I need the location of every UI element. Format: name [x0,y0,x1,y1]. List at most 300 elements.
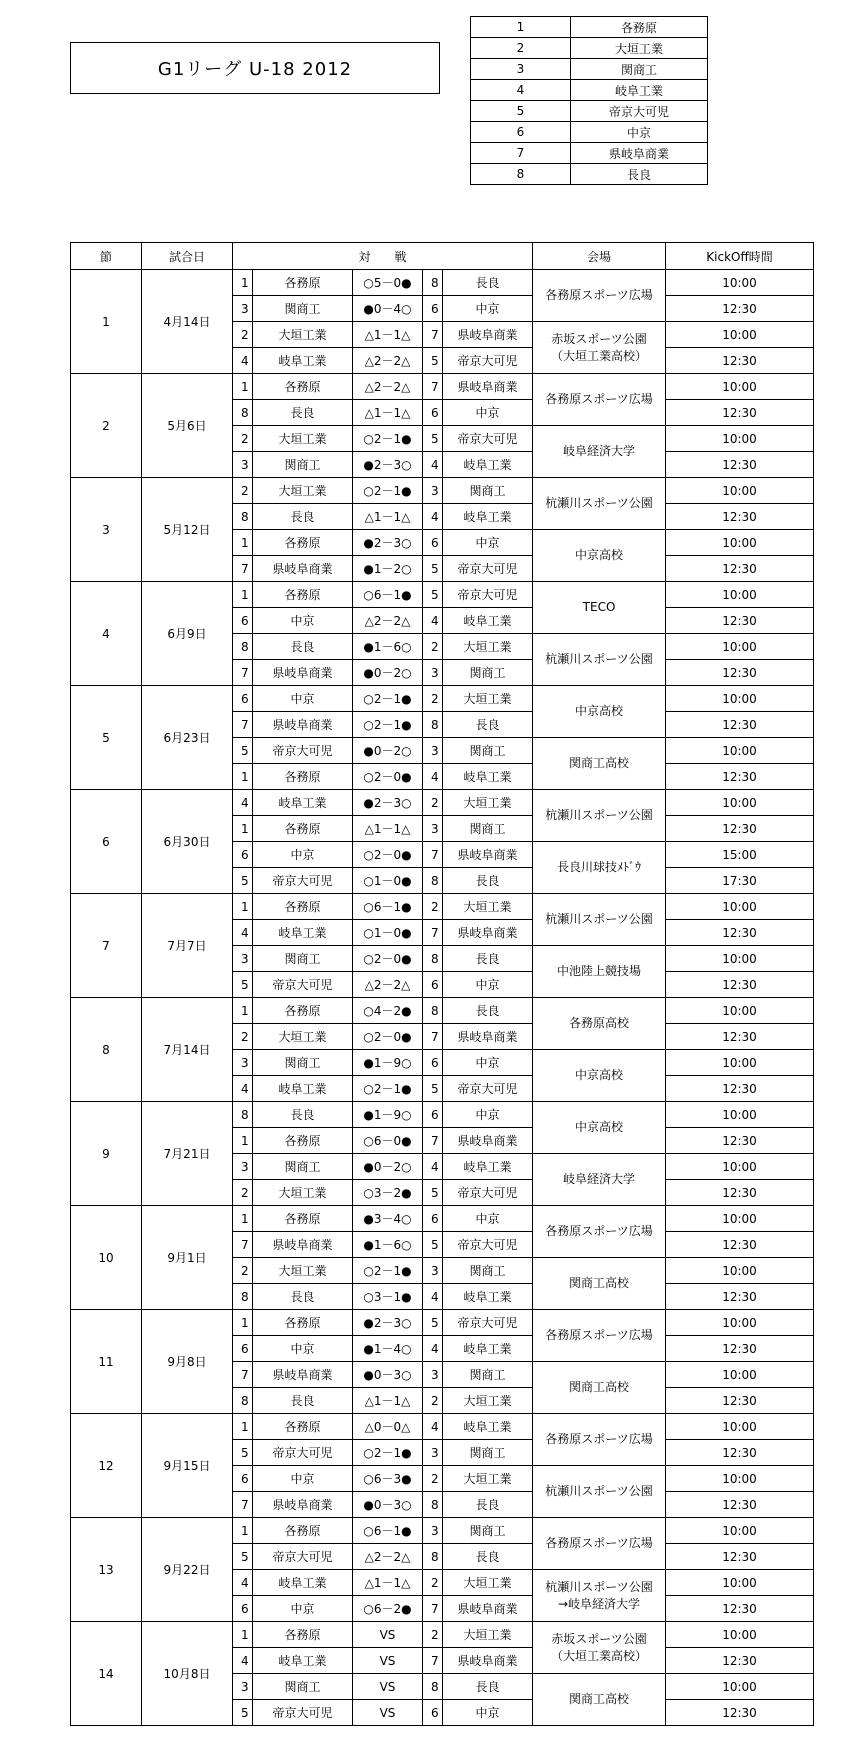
home-team-name: 県岐阜商業 [253,1362,353,1388]
kickoff-time: 10:00 [666,322,814,348]
away-team-name: 関商工 [443,1362,533,1388]
kickoff-time: 12:30 [666,816,814,842]
match-score: △1－1△ [353,1388,423,1414]
match-date: 4月14日 [142,270,233,374]
header-date: 試合日 [142,243,233,270]
kickoff-time: 10:00 [666,790,814,816]
match-score: ○1－0● [353,920,423,946]
home-team-name: 各務原 [253,1414,353,1440]
away-team-name: 関商工 [443,660,533,686]
away-team-name: 県岐阜商業 [443,1648,533,1674]
team-name: 帝京大可児 [571,101,708,122]
match-date: 9月8日 [142,1310,233,1414]
home-team-name: 中京 [253,686,353,712]
venue-line: （大垣工業高校） [551,348,648,363]
home-team-name: 大垣工業 [253,478,353,504]
kickoff-time: 15:00 [666,842,814,868]
away-team-number: 4 [423,504,443,530]
home-team-number: 1 [233,1622,253,1648]
home-team-name: 帝京大可児 [253,972,353,998]
venue-line: 杭瀬川スポーツ公園 [545,912,653,926]
away-team-name: 大垣工業 [443,790,533,816]
home-team-name: 長良 [253,1102,353,1128]
match-row [71,998,814,1024]
header-venue: 会場 [533,243,666,270]
match-score: △1－1△ [353,1570,423,1596]
kickoff-time: 12:30 [666,1024,814,1050]
home-team-number: 5 [233,1440,253,1466]
team-number-table [470,16,708,185]
home-team-number: 1 [233,1414,253,1440]
team-name: 岐阜工業 [571,80,708,101]
home-team-name: 大垣工業 [253,322,353,348]
match-score: △1－1△ [353,322,423,348]
away-team-name: 大垣工業 [443,1622,533,1648]
away-team-name: 岐阜工業 [443,1414,533,1440]
home-team-name: 岐阜工業 [253,1648,353,1674]
match-score: ●0－2○ [353,660,423,686]
team-number: 7 [471,143,571,164]
kickoff-time: 12:30 [666,1284,814,1310]
home-team-number: 5 [233,868,253,894]
match-score: ●2－3○ [353,1310,423,1336]
team-name: 大垣工業 [571,38,708,59]
team-number-table-body [471,17,708,185]
away-team-number: 5 [423,1310,443,1336]
kickoff-time: 12:30 [666,712,814,738]
away-team-number: 8 [423,270,443,296]
home-team-number: 6 [233,686,253,712]
venue [533,1154,666,1206]
home-team-number: 7 [233,1232,253,1258]
away-team-number: 8 [423,1544,443,1570]
home-team-number: 2 [233,426,253,452]
home-team-name: 大垣工業 [253,1024,353,1050]
kickoff-time: 10:00 [666,1206,814,1232]
match-score: ○2－1● [353,686,423,712]
match-row [71,1102,814,1128]
match-score: ○2－0● [353,1024,423,1050]
home-team-number: 7 [233,1492,253,1518]
match-score: ●1－6○ [353,634,423,660]
home-team-name: 帝京大可児 [253,1440,353,1466]
home-team-number: 8 [233,504,253,530]
kickoff-time: 10:00 [666,1518,814,1544]
home-team-name: 県岐阜商業 [253,660,353,686]
match-score: ○5－0● [353,270,423,296]
home-team-name: 関商工 [253,296,353,322]
venue [533,1362,666,1414]
away-team-number: 2 [423,634,443,660]
venue-line: 杭瀬川スポーツ公園 [545,1579,653,1594]
away-team-name: 大垣工業 [443,1570,533,1596]
away-team-number: 3 [423,478,443,504]
home-team-number: 5 [233,1544,253,1570]
home-team-number: 6 [233,842,253,868]
venue [533,842,666,894]
away-team-name: 県岐阜商業 [443,920,533,946]
kickoff-time: 12:30 [666,920,814,946]
home-team-number: 6 [233,1336,253,1362]
team-number: 3 [471,59,571,80]
away-team-number: 3 [423,1258,443,1284]
home-team-number: 1 [233,764,253,790]
away-team-number: 5 [423,582,443,608]
venue-line: 杭瀬川スポーツ公園 [545,652,653,666]
team-number: 1 [471,17,571,38]
away-team-name: 岐阜工業 [443,608,533,634]
venue [533,478,666,530]
team-number: 2 [471,38,571,59]
home-team-number: 5 [233,972,253,998]
home-team-name: 岐阜工業 [253,920,353,946]
away-team-name: 岐阜工業 [443,1336,533,1362]
away-team-name: 大垣工業 [443,1466,533,1492]
venue-line: 関商工高校 [569,1380,630,1394]
venue [533,530,666,582]
kickoff-time: 10:00 [666,1414,814,1440]
venue [533,894,666,946]
match-score: ●0－4○ [353,296,423,322]
away-team-number: 3 [423,660,443,686]
round-number: 4 [71,582,142,686]
home-team-name: 帝京大可児 [253,1544,353,1570]
away-team-name: 岐阜工業 [443,1284,533,1310]
home-team-number: 2 [233,322,253,348]
round-number: 5 [71,686,142,790]
header-setsu: 節 [71,243,142,270]
away-team-number: 5 [423,556,443,582]
away-team-name: 県岐阜商業 [443,322,533,348]
schedule-table-body [71,270,814,1726]
home-team-number: 2 [233,478,253,504]
kickoff-time: 10:00 [666,1050,814,1076]
home-team-number: 1 [233,582,253,608]
match-score: ●3－4○ [353,1206,423,1232]
away-team-number: 8 [423,868,443,894]
venue [533,322,666,374]
team-number: 6 [471,122,571,143]
away-team-name: 長良 [443,868,533,894]
venue [533,1518,666,1570]
kickoff-time: 10:00 [666,374,814,400]
away-team-number: 4 [423,608,443,634]
schedule-table [70,242,814,1726]
match-date: 6月9日 [142,582,233,686]
away-team-number: 6 [423,1050,443,1076]
away-team-number: 7 [423,374,443,400]
away-team-number: 6 [423,296,443,322]
home-team-name: 岐阜工業 [253,1076,353,1102]
kickoff-time: 10:00 [666,1466,814,1492]
round-number: 13 [71,1518,142,1622]
home-team-number: 7 [233,712,253,738]
match-row [71,1622,814,1648]
home-team-name: 長良 [253,1284,353,1310]
venue [533,1466,666,1518]
venue-line: 各務原スポーツ広場 [545,1328,653,1342]
venue [533,738,666,790]
home-team-name: 各務原 [253,1310,353,1336]
home-team-name: 大垣工業 [253,1258,353,1284]
venue-line: TECO [582,600,616,614]
match-score: ●1－6○ [353,1232,423,1258]
team-row [471,80,708,101]
away-team-name: 関商工 [443,1518,533,1544]
match-score: ●1－9○ [353,1050,423,1076]
home-team-name: 県岐阜商業 [253,1492,353,1518]
kickoff-time: 10:00 [666,634,814,660]
venue-line: 各務原スポーツ広場 [545,1224,653,1238]
away-team-name: 中京 [443,1050,533,1076]
home-team-name: 中京 [253,1336,353,1362]
venue [533,1206,666,1258]
match-date: 9月1日 [142,1206,233,1310]
home-team-name: 岐阜工業 [253,348,353,374]
match-score: ○6－0● [353,1128,423,1154]
kickoff-time: 10:00 [666,1258,814,1284]
kickoff-time: 12:30 [666,1492,814,1518]
away-team-name: 帝京大可児 [443,426,533,452]
page-title: G1リーグ U-18 2012 [70,42,440,94]
team-name: 各務原 [571,17,708,38]
away-team-name: 中京 [443,296,533,322]
away-team-name: 岐阜工業 [443,504,533,530]
away-team-number: 8 [423,946,443,972]
match-score: ○3－1● [353,1284,423,1310]
match-score: ○2－1● [353,1258,423,1284]
away-team-number: 3 [423,1440,443,1466]
round-number: 14 [71,1622,142,1726]
kickoff-time: 12:30 [666,504,814,530]
away-team-name: 関商工 [443,1440,533,1466]
away-team-name: 県岐阜商業 [443,842,533,868]
away-team-number: 7 [423,842,443,868]
match-row [71,686,814,712]
kickoff-time: 12:30 [666,660,814,686]
kickoff-time: 12:30 [666,608,814,634]
home-team-name: 岐阜工業 [253,1570,353,1596]
match-row [71,894,814,920]
venue [533,634,666,686]
home-team-number: 1 [233,1518,253,1544]
match-row [71,1518,814,1544]
venue [533,1674,666,1726]
home-team-name: 各務原 [253,374,353,400]
venue-line: 中池陸上競技場 [557,964,642,978]
away-team-name: 長良 [443,946,533,972]
match-score: ○4－2● [353,998,423,1024]
home-team-name: 関商工 [253,1154,353,1180]
home-team-number: 4 [233,1076,253,1102]
match-score: ○6－2● [353,1596,423,1622]
home-team-number: 6 [233,608,253,634]
home-team-name: 各務原 [253,998,353,1024]
kickoff-time: 10:00 [666,530,814,556]
home-team-number: 7 [233,556,253,582]
kickoff-time: 10:00 [666,1102,814,1128]
away-team-name: 帝京大可児 [443,1180,533,1206]
away-team-name: 帝京大可児 [443,1310,533,1336]
venue [533,686,666,738]
away-team-number: 4 [423,1336,443,1362]
home-team-name: 長良 [253,400,353,426]
match-score: △1－1△ [353,816,423,842]
home-team-name: 各務原 [253,816,353,842]
home-team-number: 1 [233,1128,253,1154]
away-team-number: 4 [423,1414,443,1440]
away-team-number: 6 [423,1700,443,1726]
away-team-number: 6 [423,530,443,556]
kickoff-time: 12:30 [666,1388,814,1414]
kickoff-time: 10:00 [666,1362,814,1388]
match-score: ●2－3○ [353,790,423,816]
match-score: ○6－1● [353,894,423,920]
away-team-number: 8 [423,998,443,1024]
round-number: 10 [71,1206,142,1310]
venue-line: 中京高校 [575,704,624,718]
match-score: ○6－1● [353,582,423,608]
venue-line: 各務原スポーツ広場 [545,1536,653,1550]
venue [533,374,666,426]
team-name: 中京 [571,122,708,143]
away-team-number: 3 [423,816,443,842]
kickoff-time: 10:00 [666,1622,814,1648]
kickoff-time: 10:00 [666,738,814,764]
match-date: 5月12日 [142,478,233,582]
away-team-name: 長良 [443,1674,533,1700]
kickoff-time: 12:30 [666,1544,814,1570]
match-score: VS [353,1700,423,1726]
venue [533,1310,666,1362]
home-team-number: 1 [233,1310,253,1336]
match-score: ○1－0● [353,868,423,894]
team-row [471,164,708,185]
home-team-name: 各務原 [253,1518,353,1544]
away-team-number: 3 [423,1518,443,1544]
match-date: 7月21日 [142,1102,233,1206]
match-score: △0－0△ [353,1414,423,1440]
home-team-number: 2 [233,1024,253,1050]
away-team-name: 中京 [443,530,533,556]
away-team-name: 中京 [443,1206,533,1232]
match-date: 6月23日 [142,686,233,790]
venue-line: 杭瀬川スポーツ公園 [545,1484,653,1498]
away-team-number: 7 [423,322,443,348]
venue-line: 各務原高校 [569,1016,630,1030]
away-team-name: 中京 [443,1102,533,1128]
kickoff-time: 12:30 [666,1440,814,1466]
team-name: 県岐阜商業 [571,143,708,164]
venue-line: 関商工高校 [569,1276,630,1290]
home-team-number: 4 [233,920,253,946]
round-number: 3 [71,478,142,582]
away-team-number: 2 [423,1388,443,1414]
away-team-number: 5 [423,1180,443,1206]
venue-line: 各務原スポーツ広場 [545,288,653,302]
away-team-name: 岐阜工業 [443,452,533,478]
home-team-number: 4 [233,790,253,816]
away-team-number: 7 [423,1648,443,1674]
match-date: 9月22日 [142,1518,233,1622]
venue [533,582,666,634]
kickoff-time: 12:30 [666,556,814,582]
away-team-number: 8 [423,1674,443,1700]
team-row [471,38,708,59]
home-team-name: 県岐阜商業 [253,556,353,582]
kickoff-time: 10:00 [666,1154,814,1180]
away-team-name: 帝京大可児 [443,582,533,608]
schedule-header-row [71,243,814,270]
home-team-number: 1 [233,816,253,842]
venue [533,426,666,478]
venue-line: 関商工高校 [569,756,630,770]
team-name: 長良 [571,164,708,185]
kickoff-time: 12:30 [666,1128,814,1154]
venue [533,270,666,322]
away-team-name: 中京 [443,400,533,426]
home-team-name: 大垣工業 [253,426,353,452]
match-score: △2－2△ [353,374,423,400]
match-score: ○2－1● [353,1076,423,1102]
match-date: 10月8日 [142,1622,233,1726]
match-date: 6月30日 [142,790,233,894]
home-team-name: 関商工 [253,1050,353,1076]
venue-line: 長良川球技ﾒﾄﾞｳ [557,860,642,874]
home-team-number: 3 [233,452,253,478]
home-team-name: 各務原 [253,764,353,790]
away-team-name: 大垣工業 [443,894,533,920]
kickoff-time: 10:00 [666,478,814,504]
match-score: ○3－2● [353,1180,423,1206]
away-team-name: 関商工 [443,478,533,504]
team-row [471,101,708,122]
away-team-name: 県岐阜商業 [443,1596,533,1622]
kickoff-time: 12:30 [666,400,814,426]
away-team-number: 4 [423,452,443,478]
match-score: ●0－3○ [353,1492,423,1518]
home-team-name: 各務原 [253,270,353,296]
venue [533,1258,666,1310]
round-number: 2 [71,374,142,478]
home-team-name: 中京 [253,608,353,634]
away-team-number: 8 [423,712,443,738]
round-number: 12 [71,1414,142,1518]
home-team-number: 3 [233,296,253,322]
kickoff-time: 12:30 [666,972,814,998]
venue-line: 中京高校 [575,1120,624,1134]
match-score: ●0－2○ [353,1154,423,1180]
kickoff-time: 10:00 [666,1674,814,1700]
kickoff-time: 10:00 [666,998,814,1024]
home-team-number: 8 [233,1388,253,1414]
home-team-name: 各務原 [253,1206,353,1232]
away-team-number: 5 [423,426,443,452]
kickoff-time: 12:30 [666,296,814,322]
match-score: △1－1△ [353,504,423,530]
team-number: 4 [471,80,571,101]
match-date: 5月6日 [142,374,233,478]
match-score: △2－2△ [353,608,423,634]
kickoff-time: 12:30 [666,1700,814,1726]
away-team-name: 中京 [443,972,533,998]
venue-line: 関商工高校 [569,1692,630,1706]
home-team-number: 4 [233,1570,253,1596]
away-team-number: 5 [423,1232,443,1258]
home-team-name: 岐阜工業 [253,790,353,816]
home-team-number: 5 [233,738,253,764]
match-score: △2－2△ [353,1544,423,1570]
